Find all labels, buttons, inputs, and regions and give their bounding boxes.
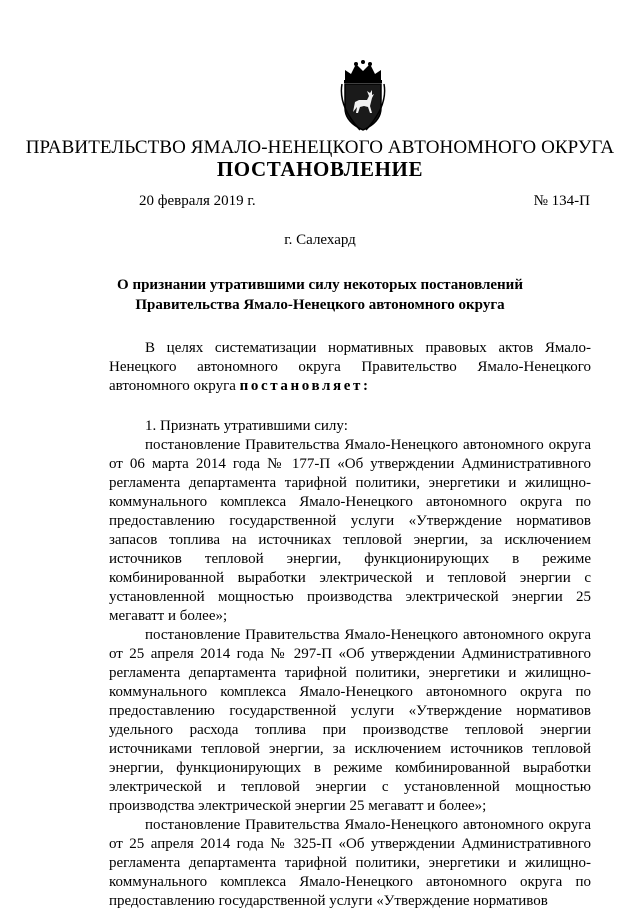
preamble-text: В целях систематизации нормативных правовых актов Ямало-Ненецкого автономного округа Правительство Ямало-Ненецкого автономного округа <box>109 340 591 394</box>
document-body <box>109 339 591 911</box>
document-title-line1: О признании утратившими силу некоторых постановлений <box>117 277 523 293</box>
document-date: 20 февраля 2019 г. <box>139 193 256 209</box>
document-type: ПОСТАНОВЛЕНИЕ <box>216 157 424 181</box>
preamble-paragraph <box>109 339 591 396</box>
document-city: г. Салехард <box>284 232 356 248</box>
repealed-act-1: постановление Правительства Ямало-Ненецкого автономного округа от 06 марта 2014 года № 177-П «Об утверждении Административного регламента департамента тарифной политики, энергетики и жилищно-коммунального комплекса Ямало-Ненецкого автономного округа по предоставлению государственной услуги «Утверждение нормативов запасов топлива на источниках тепловой энергии, за исключением источников тепловой энергии, функционирующих в режиме комбинированной выработки электрической и тепловой энергии с установленной мощностью производства электрической энергии 25 мегаватт и более»; <box>109 437 591 624</box>
paragraph-spacer <box>109 396 591 415</box>
document-title <box>0 275 640 315</box>
coat-of-arms-icon <box>336 60 390 132</box>
government-name: ПРАВИТЕЛЬСТВО ЯМАЛО-НЕНЕЦКОГО АВТОНОМНОГО ОКРУГА <box>25 137 615 158</box>
document-number: № 134-П <box>533 193 590 209</box>
item-1-paragraph: 1. Признать утратившими силу: <box>145 418 348 434</box>
preamble-decree-word: постановляет: <box>239 378 371 394</box>
repealed-act-3: постановление Правительства Ямало-Ненецкого автономного округа от 25 апреля 2014 года № 325-П «Об утверждении Административного регламента департамента тарифной политики, энергетики и жилищно-коммунального комплекса Ямало-Ненецкого автономного округа по предоставлению государственной услуги «Утверждение нормативов <box>109 817 591 909</box>
document-title-line2: Правительства Ямало-Ненецкого автономного округа <box>135 297 505 313</box>
repealed-act-2: постановление Правительства Ямало-Ненецкого автономного округа от 25 апреля 2014 года № 297-П «Об утверждении Административного регламента департамента тарифной политики, энергетики и жилищно-коммунального комплекса Ямало-Ненецкого автономного округа по предоставлению государственной услуги «Утверждение нормативов удельного расхода топлива при производстве тепловой энергии источниками тепловой энергии, за исключением источников тепловой энергии, функционирующих в режиме комбинированной выработки электрической и тепловой энергии с установленной мощностью производства электрической энергии 25 мегаватт и более»; <box>109 627 591 814</box>
